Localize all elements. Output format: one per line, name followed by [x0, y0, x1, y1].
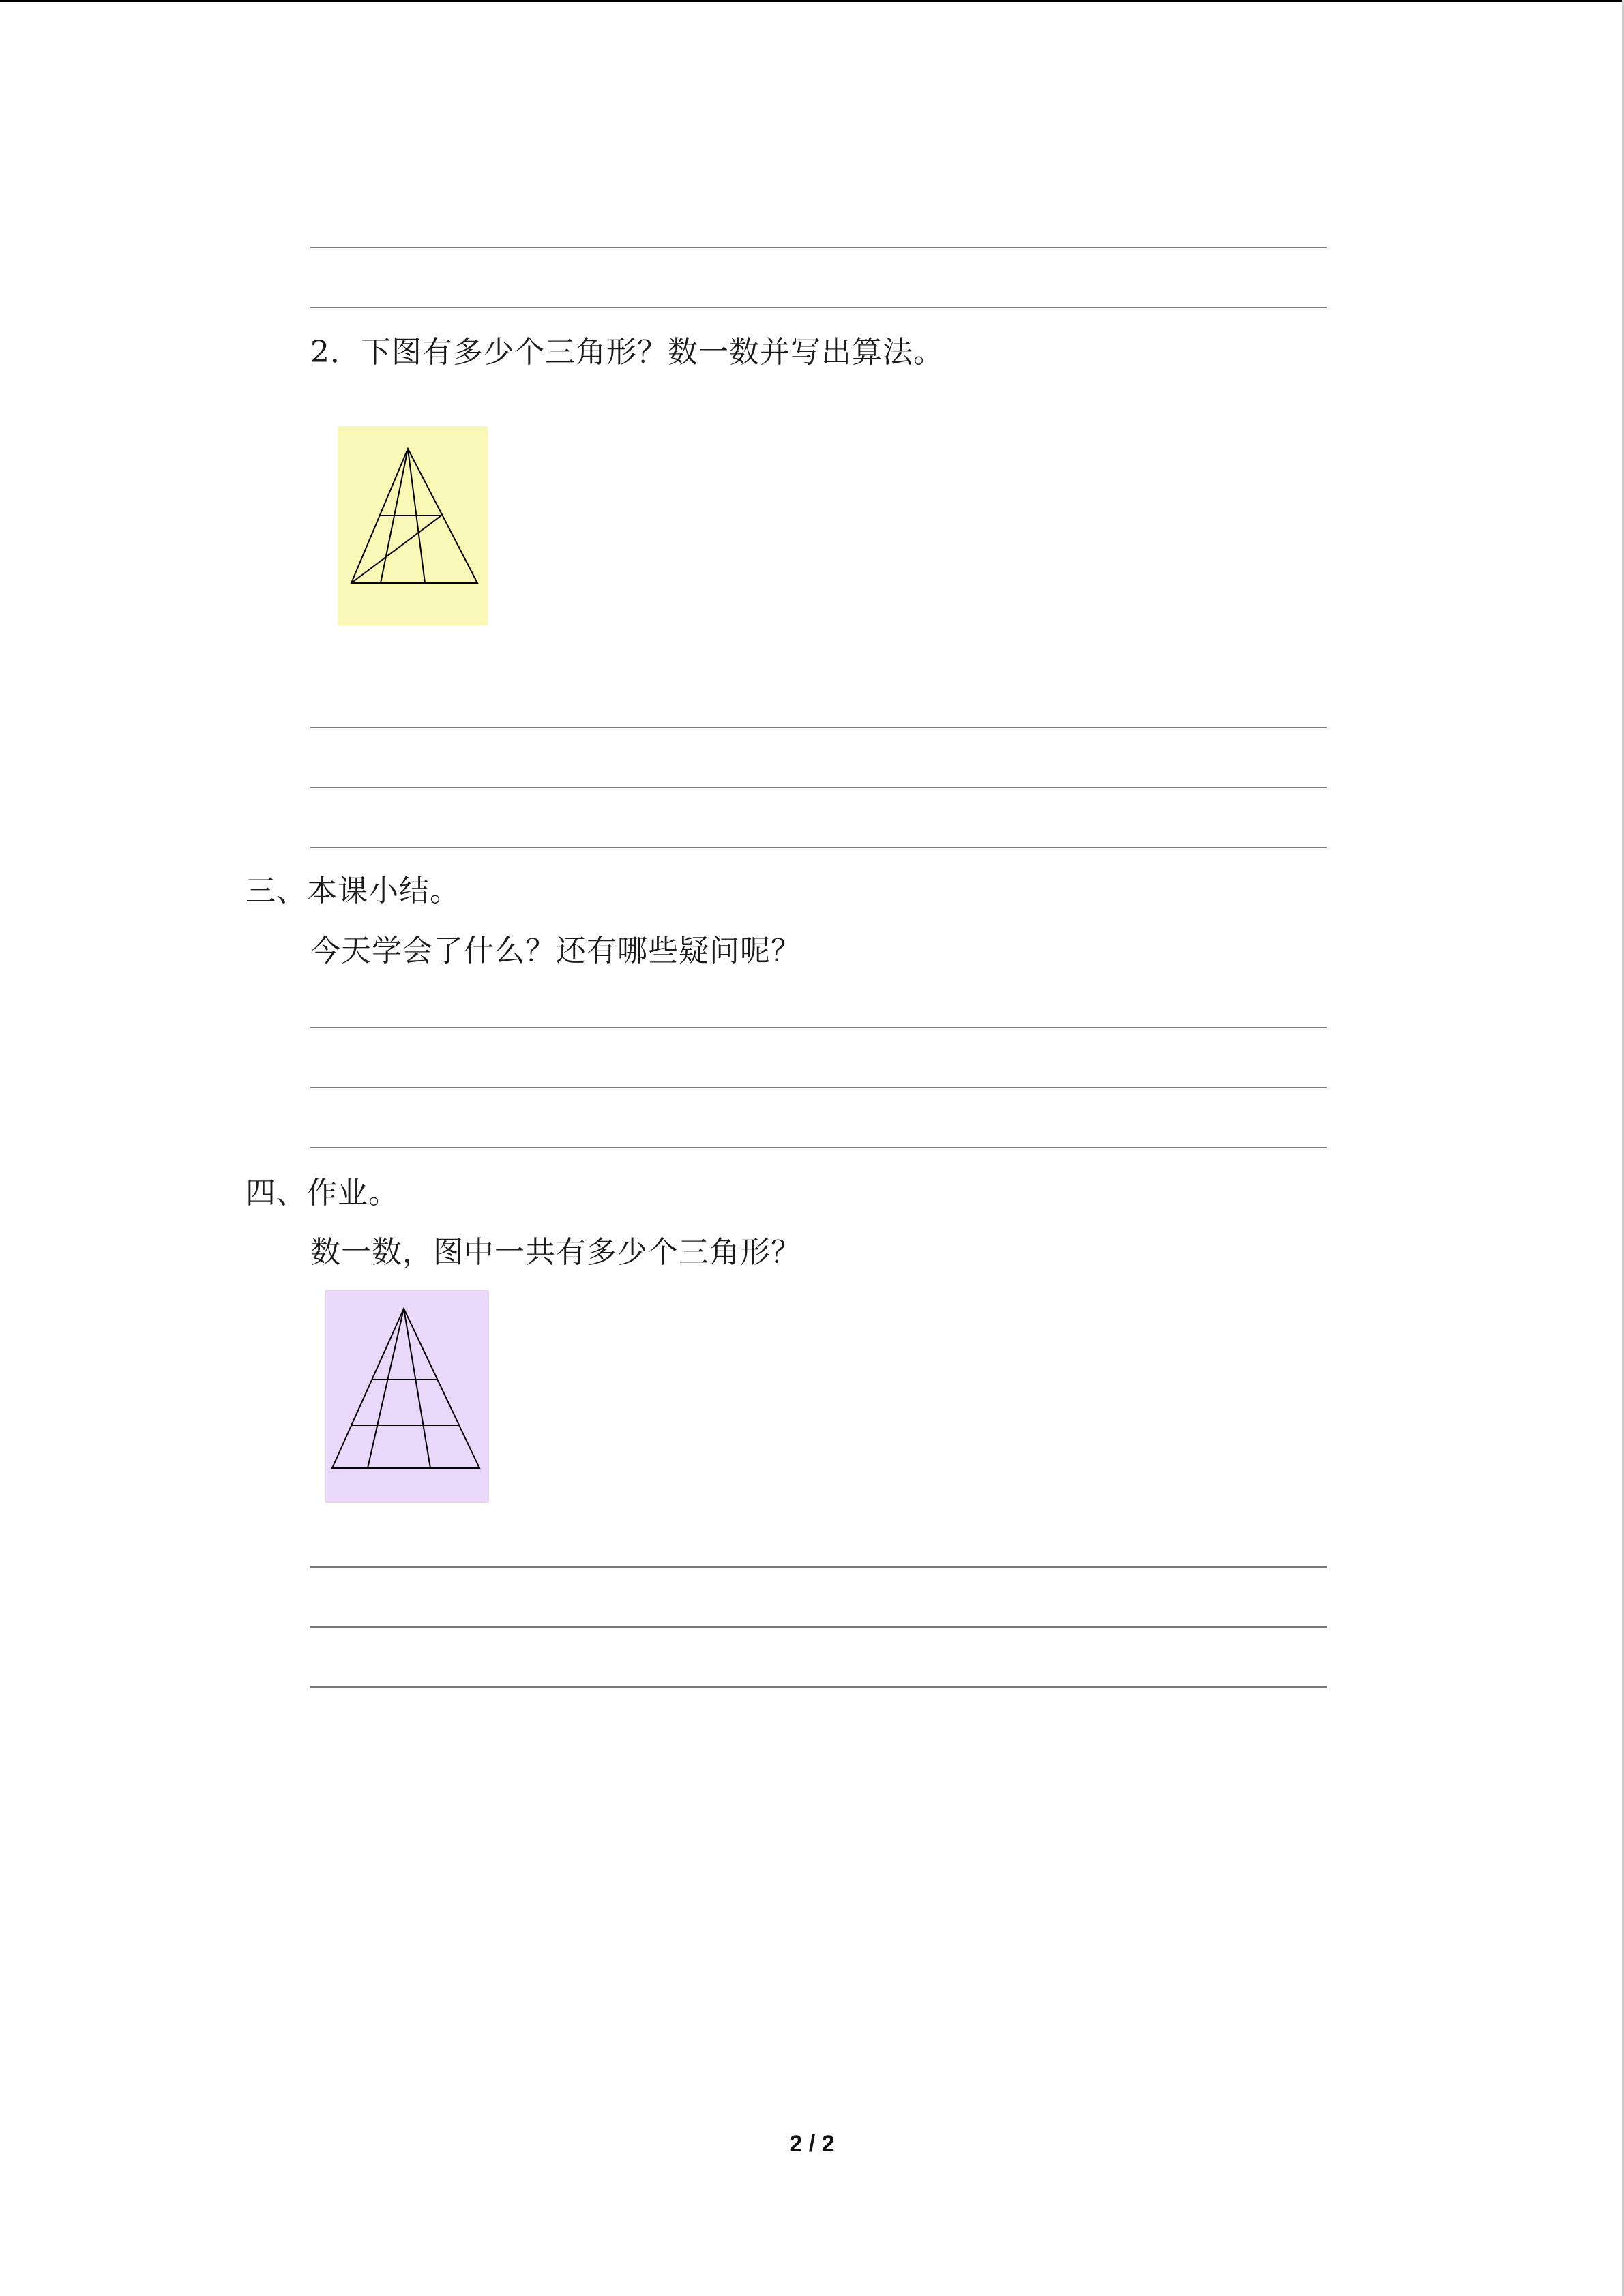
section-3-prompt: 今天学会了什么？还有哪些疑问呢？ — [310, 934, 801, 968]
answer-line — [310, 247, 1327, 248]
page-top-border — [0, 0, 1624, 2]
figure-1-background — [338, 426, 488, 625]
answer-line — [310, 1147, 1327, 1148]
answer-line — [310, 307, 1327, 308]
section-4-prompt: 数一数，图中一共有多少个三角形？ — [310, 1235, 801, 1270]
answer-line — [310, 787, 1327, 788]
triangle-figure-2 — [325, 1290, 489, 1503]
page-number: 2 / 2 — [789, 2131, 835, 2157]
answer-line — [310, 1686, 1327, 1688]
answer-line — [310, 847, 1327, 848]
question-2-text: 2．下图有多少个三角形？数一数并写出算法。 — [310, 335, 944, 370]
figure-2-background — [325, 1290, 489, 1503]
section-3-heading: 三、本课小结。 — [246, 874, 460, 908]
answer-line — [310, 727, 1327, 728]
section-4-heading: 四、作业。 — [246, 1176, 399, 1210]
answer-line — [310, 1566, 1327, 1568]
answer-line — [310, 1626, 1327, 1628]
answer-line — [310, 1027, 1327, 1028]
answer-line — [310, 1087, 1327, 1088]
triangle-figure-1 — [338, 426, 488, 625]
